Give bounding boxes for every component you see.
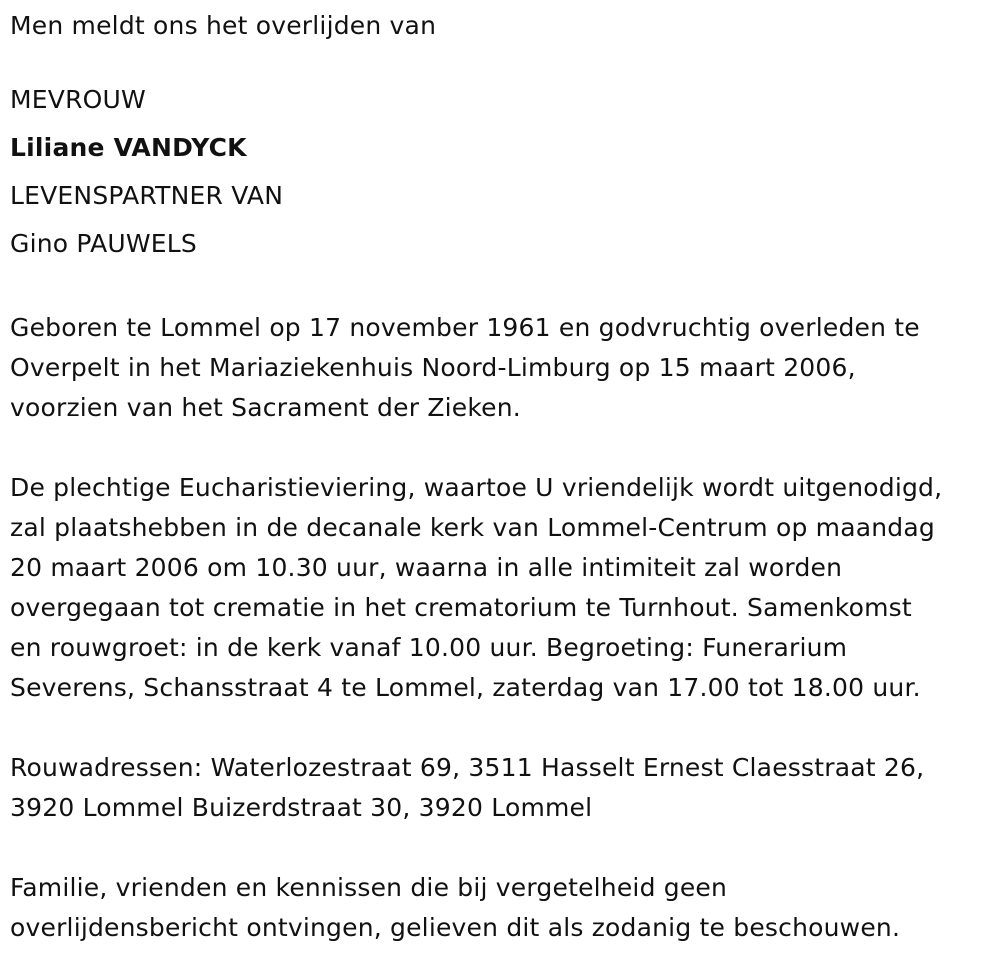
deceased-name: Liliane VANDYCK	[10, 133, 247, 162]
relation-label: LEVENSPARTNER VAN	[10, 181, 284, 210]
paragraph-line: Familie, vrienden en kennissen die bij vergetelheid geen	[10, 873, 728, 902]
paragraph-line: 20 maart 2006 om 10.30 uur, waarna in alle intimiteit zal worden	[10, 553, 843, 582]
ceremony-paragraph	[10, 468, 990, 708]
paragraph-line: Rouwadressen: Waterlozestraat 69, 3511 Hasselt Ernest Claesstraat 26,	[10, 753, 925, 782]
paragraph-line: overlijdensbericht ontvingen, gelieven dit als zodanig te beschouwen.	[10, 913, 901, 942]
paragraph-line: voorzien van het Sacrament der Zieken.	[10, 393, 521, 422]
spacer	[10, 708, 990, 748]
paragraph-line: Severens, Schansstraat 4 te Lommel, zaterdag van 17.00 tot 18.00 uur.	[10, 673, 921, 702]
partner-name: Gino PAUWELS	[10, 229, 197, 258]
person-block	[10, 76, 990, 268]
paragraph-line: overgegaan tot crematie in het crematorium te Turnhout. Samenkomst	[10, 593, 912, 622]
addresses-paragraph	[10, 748, 990, 828]
closing-paragraph	[10, 868, 990, 948]
paragraph-line: Geboren te Lommel op 17 november 1961 en godvruchtig overleden te	[10, 313, 920, 342]
spacer	[10, 828, 990, 868]
person-title: MEVROUW	[10, 85, 146, 114]
paragraph-line: en rouwgroet: in de kerk vanaf 10.00 uur. Begroeting: Funerarium	[10, 633, 848, 662]
paragraph-line: zal plaatshebben in de decanale kerk van Lommel-Centrum op maandag	[10, 513, 935, 542]
birth-death-paragraph	[10, 308, 990, 428]
spacer	[10, 268, 990, 308]
spacer	[10, 46, 990, 76]
spacer	[10, 428, 990, 468]
paragraph-line: Overpelt in het Mariaziekenhuis Noord-Limburg op 15 maart 2006,	[10, 353, 856, 382]
intro-text: Men meldt ons het overlijden van	[10, 11, 437, 40]
paragraph-line: 3920 Lommel Buizerdstraat 30, 3920 Lommel	[10, 793, 593, 822]
paragraph-line: De plechtige Eucharistieviering, waartoe U vriendelijk wordt uitgenodigd,	[10, 473, 943, 502]
